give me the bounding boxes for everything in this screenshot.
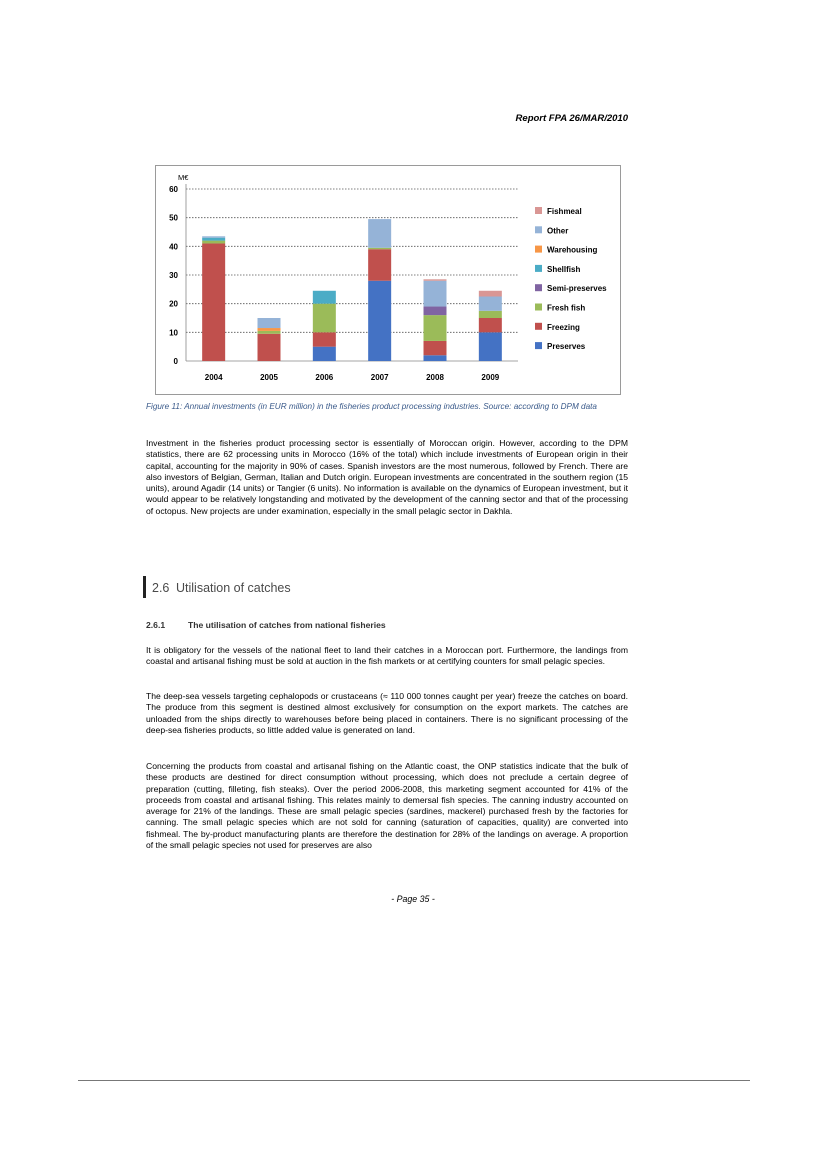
bar-segment [479,297,502,311]
x-tick-label: 2005 [260,373,278,382]
y-tick-label: 60 [169,185,178,194]
bar-segment [258,318,281,328]
bar-segment [202,241,225,244]
y-tick-label: 40 [169,242,178,252]
bar-segment [479,332,502,361]
section-number: 2.6 [152,581,170,595]
page-number: - Page 35 - [391,894,435,904]
paragraph-coastal: Concerning the products from coastal and artisanal fishing on the Atlantic coast, the ONP statistics indicate that the bulk of these products are destined for direct consumption without processing, which does not preclude a certain degree of preparation (cutting, filleting, fish steaks). Over the period 2006-2008, this marketing segment accounted for 41% of the proceeds from coastal and artisanal fishing. This relates mainly to demersal fish species. The canning industry accounted on average for 21% of the landings. These are small pelagic species (sardines, mackerel) purchased fresh by the factories for canning. The small pelagic species which are not sold for canning (saturation of capacities, quality) are converted into fishmeal. The by-product manufacturing plants are therefore the destination for 28% of the landings on average. A proportion of the small pelagic species not used for preserves are also [146,761,628,851]
paragraph-obligatory: It is obligatory for the vessels of the national fleet to land their catches in a Moroccan port. Furthermore, the landings from coastal and artisanal fishing must be sold at auction in the fish markets or at certifying counters for small pelagic species. [146,645,628,667]
bar-segment [424,355,447,361]
legend-label: Preserves [547,342,586,352]
subsection-title: The utilisation of catches from national fisheries [188,620,386,630]
bar-segment [368,281,391,361]
x-tick-label: 2004 [204,373,223,382]
chart-canvas [156,166,622,396]
legend-label: Warehousing [547,245,598,255]
legend-label: Shellfish [547,264,581,274]
subsection-number: 2.6.1 [146,620,166,630]
y-tick-label: 50 [169,213,178,223]
bar-segment [424,341,447,355]
subsection-heading [146,620,386,630]
bar-segment [424,315,447,341]
bar-segment [202,243,225,361]
bar-segment [202,238,225,241]
bar-segment [479,291,502,297]
x-tick-label: 2006 [315,373,334,382]
bar-segment [202,236,225,237]
legend-label: Other [547,226,569,236]
bar-segment [368,219,391,248]
legend-swatch [535,207,542,214]
legend-swatch [535,246,542,253]
legend-swatch [535,323,542,330]
bar-segment [479,311,502,318]
bar-segment [424,279,447,280]
legend-swatch [535,265,542,272]
bar-segment [368,248,391,249]
y-tick-label: 20 [169,299,178,309]
bar-segment [258,331,281,334]
bar-segment [313,332,336,346]
legend-label: Fishmeal [547,207,582,216]
section-title: Utilisation of catches [176,581,291,595]
legend-label: Freezing [547,322,580,332]
legend-swatch [535,226,542,233]
legend-swatch [535,284,542,291]
paragraph-deep-sea: The deep-sea vessels targeting cephalopods or crustaceans (≈ 110 000 tonnes caught per year) freeze the catches on board. The produce from this segment is destined almost exclusively for consumption on the export markets. The catches are unloaded from the ships directly to warehouses before being placed in containers. There is no significant processing of the deep-sea fisheries products, so little added value is generated on land. [146,691,628,735]
bar-segment [479,318,502,332]
figure-caption: Figure 11: Annual investments (in EUR million) in the fisheries product processing industries. Source: according to DPM data [146,402,597,411]
bar-segment [313,347,336,361]
x-tick-label: 2007 [370,373,389,382]
bar-segment [313,291,336,304]
legend-label: Fresh fish [547,303,586,313]
x-tick-label: 2008 [426,373,444,382]
y-tick-label: 0 [173,357,178,366]
y-tick-label: 10 [169,328,178,338]
y-tick-label: 30 [169,271,178,280]
x-tick-label: 2009 [481,373,500,382]
legend-swatch [535,304,542,311]
legend-swatch [535,342,542,349]
investment-chart [155,165,621,395]
y-axis-label: M€ [178,173,189,182]
report-reference: Report FPA 26/MAR/2010 [515,113,628,124]
bar-segment [424,307,447,316]
paragraph-investment: Investment in the fisheries product processing sector is essentially of Moroccan origin. However, according to the DPM statistics, there are 62 processing units in Morocco (16% of the total) which include investments of European origin in their capital, accounting for the majority in 90% of cases. Spanish investors are the most numerous, followed by French. There are also investors of Belgian, German, Italian and Dutch origin. European investments are concentrated in the southern region (15 units), around Agadir (14 units) or Tangier (6 units). No information is available on the dynamics of European investment, but it would appear to be relatively longstanding and motivated by the development of the canning sector and that of the processing of octopus. New projects are under examination, especially in the small pelagic sector in Dakhla. [146,438,628,516]
bar-segment [424,281,447,307]
bar-segment [368,249,391,281]
bar-segment [313,304,336,333]
legend-label: Semi-preserves [547,284,607,294]
section-marker [143,576,146,598]
footer-rule [78,1080,750,1081]
bar-segment [258,328,281,331]
bar-segment [258,334,281,361]
section-heading [143,576,623,598]
